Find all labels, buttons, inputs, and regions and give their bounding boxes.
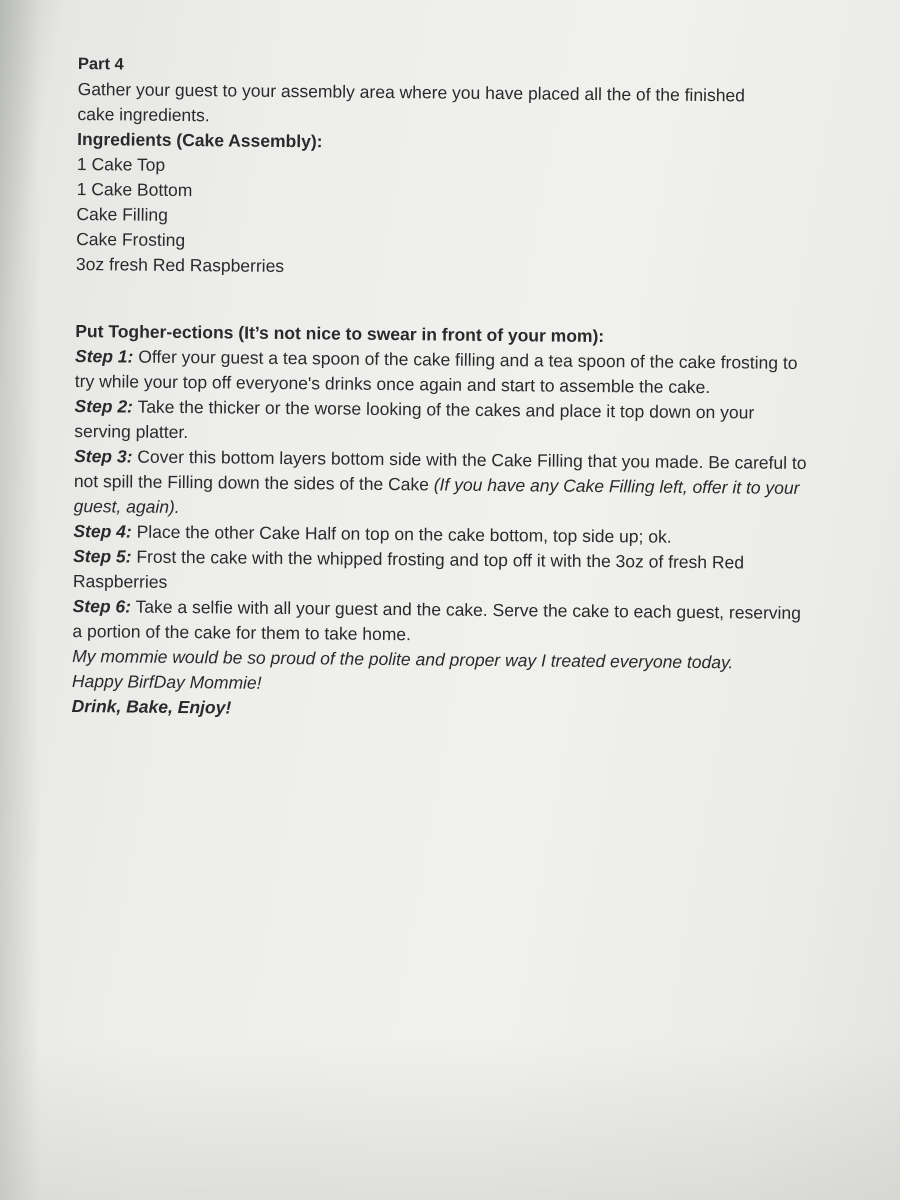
ingredient-item: Cake Frosting: [76, 228, 186, 251]
recipe-text: [72, 52, 838, 726]
signoff: Drink, Bake, Enjoy!: [71, 695, 232, 718]
paper-shadow-left: [0, 0, 40, 1200]
intro-paragraph: Gather your guest to your assembly area where you have placed all the of the finished cake ingredients.: [77, 78, 746, 126]
step-text: Take a selfie with all your guest and the cake. Serve the cake to each guest, reserving a portion of the cake for them to take home.: [72, 596, 802, 645]
ingredients-list: [76, 152, 837, 284]
part-title: Part 4: [77, 54, 124, 74]
step-label: Step 6:: [72, 595, 132, 617]
ingredient-item: Cake Filling: [76, 203, 168, 225]
step-label: Step 4:: [73, 520, 132, 542]
step-1: [75, 344, 815, 401]
step-note: (If you have any Cake Filling left, offer it to your guest, again).: [73, 474, 800, 517]
ingredient-item: 1 Cake Bottom: [76, 178, 193, 201]
step-5: [73, 544, 813, 601]
step-text: Frost the cake with the whipped frosting and top off it with the 3oz of fresh Red Raspberries: [72, 546, 745, 592]
directions-heading: Put Togher-ections (It’s not nice to swear in front of your mom):: [75, 320, 605, 347]
step-label: Step 5:: [73, 545, 132, 567]
ingredient-item: 1 Cake Top: [76, 153, 166, 175]
step-label: Step 2:: [74, 395, 134, 417]
step-6: [72, 594, 812, 651]
ingredients-heading: Ingredients (Cake Assembly):: [77, 128, 323, 152]
step-text: Cover this bottom layers bottom side with the Cake Filling that you made. Be careful to not spill the Filling down the sides of the Cake: [73, 446, 807, 495]
step-text: Place the other Cake Half on top on the cake bottom, top side up; ok.: [131, 521, 672, 547]
closing-paragraph: My mommie would be so proud of the polite and proper way I treated everyone today. Happy BirfDay Mommie!: [71, 645, 734, 693]
step-label: Step 3:: [74, 445, 133, 467]
step-text: Offer your guest a tea spoon of the cake filling and a tea spoon of the cake frosting to try while your top off everyone's drinks once again and start to assemble the cake.: [74, 346, 798, 398]
paper-shadow-bottom: [0, 1040, 900, 1200]
step-3: [74, 444, 815, 526]
step-label: Step 1:: [74, 345, 134, 367]
step-2: [74, 394, 814, 451]
ingredient-item: 3oz fresh Red Raspberries: [75, 253, 285, 276]
step-text: Take the thicker or the worse looking of the cakes and place it top down on your serving platter.: [74, 396, 755, 443]
